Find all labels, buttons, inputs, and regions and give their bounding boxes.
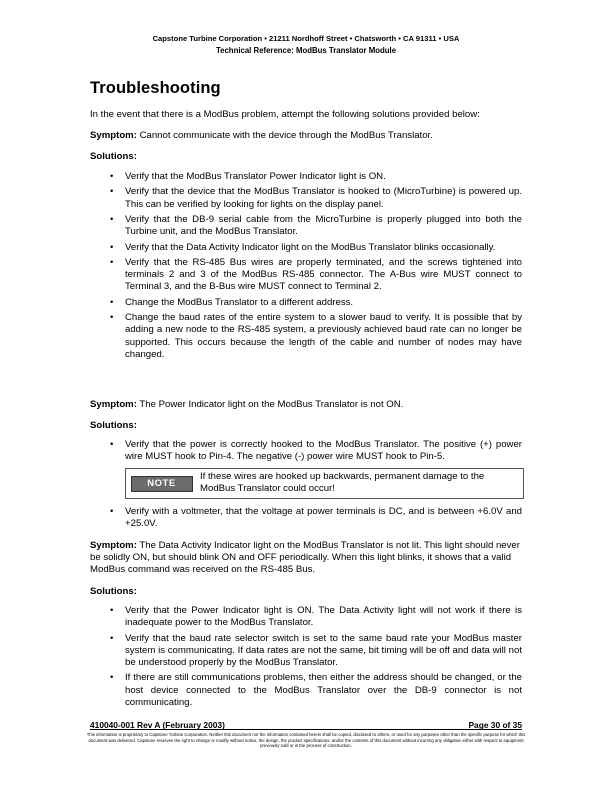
list-item: • Verify that the baud rate selector switch is set to the same baud rate your ModBus master system is communicating. If data rates are not the same, bit timing will be off and data will not be understood properly by the ModBus Translator.	[110, 632, 522, 668]
bullet-icon: •	[110, 312, 114, 324]
solutions-heading-3: Solutions:	[90, 586, 137, 597]
footer-divider	[90, 729, 522, 730]
list-item: • Change the ModBus Translator to a different address.	[110, 296, 354, 308]
symptom-1	[90, 130, 522, 142]
symptom-label: Symptom:	[90, 540, 137, 551]
solutions-heading-2: Solutions:	[90, 420, 137, 431]
header-company-line: Capstone Turbine Corporation • 21211 Nordhoff Street • Chatsworth • CA 91311 • USA	[152, 34, 460, 43]
footer-page-number: Page 30 of 35	[468, 720, 522, 730]
solutions-heading-1: Solutions:	[90, 151, 137, 162]
note-label: NOTE	[131, 476, 193, 492]
bullet-icon: •	[110, 296, 114, 308]
note-callout	[125, 468, 524, 499]
symptom-text: The Data Activity Indicator light on the ModBus Translator is not lit. This light should never be solidly ON, but should blink ON and OFF periodically. When this light blinks, it shows that a valid ModBus command was received on the RS-485 Bus.	[90, 540, 520, 576]
note-text: If these wires are hooked up backwards, permanent damage to the ModBus Translator could occur!	[200, 471, 485, 495]
bullet-icon: •	[110, 672, 114, 684]
list-item: • Change the baud rates of the entire system to a slower baud to verify. It is possible that by adding a new node to the RS-485 system, a previously achieved baud rate can no longer be supported. This occurs because the length of the cable and number of nodes may have changed.	[110, 312, 522, 360]
symptom-label: Symptom:	[90, 399, 137, 410]
list-item: • Verify that the Power Indicator light is ON. The Data Activity light will not work if there is inadequate power to the ModBus Translator.	[110, 605, 522, 629]
bullet-icon: •	[110, 632, 114, 644]
symptom-3	[90, 540, 522, 577]
list-item: • Verify that the power is correctly hooked to the ModBus Translator. The positive (+) power wire MUST hook to Pin-4. The negative (-) power wire MUST hook to Pin-5.	[110, 439, 522, 463]
solutions-list-1	[90, 171, 522, 364]
symptom-text: The Power Indicator light on the ModBus Translator is not ON.	[136, 399, 404, 410]
solutions-list-2b	[90, 506, 522, 534]
solutions-list-2	[90, 439, 522, 467]
list-item: • Verify that the Data Activity Indicator light on the ModBus Translator blinks occasionally.	[110, 241, 496, 253]
footer-doc-number: 410040-001 Rev A (February 2003)	[90, 720, 225, 730]
footer-disclaimer: This information is proprietary to Capstone Turbine Corporation. Neither this document nor the information contained herein shall be copied, disclosed to others, or used for any purposes other than the specific purpose for which this document was delivered. Capstone reserves the right to change or modify without notice, the design, the product specifications, and/or the contents of this document without incurring any obligation either with respect to equipment previously sold or in the process of construction.	[86, 732, 526, 749]
bullet-icon: •	[110, 171, 114, 182]
list-item: • Verify that the RS-485 Bus wires are properly terminated, and the screws tightened into terminals 2 and 3 of the ModBus RS-485 connector. The A-Bus wire MUST connect to Terminal 3, and the B-Bus wire MUST connect to Terminal 2.	[110, 256, 522, 293]
list-item: • Verify with a voltmeter, that the voltage at power terminals is DC, and is between +6.0V and +25.0V.	[110, 506, 522, 530]
symptom-label: Symptom:	[90, 130, 137, 141]
bullet-icon: •	[110, 506, 114, 517]
bullet-icon: •	[110, 186, 114, 198]
list-item: • Verify that the device that the ModBus Translator is hooked to (MicroTurbine) is powered up. This can be verified by looking for lights on the display panel.	[110, 186, 522, 210]
intro-paragraph: In the event that there is a ModBus problem, attempt the following solutions provided below:	[90, 109, 480, 120]
bullet-icon: •	[110, 256, 114, 268]
bullet-icon: •	[110, 439, 114, 450]
list-item: • If there are still communications problems, then either the address should be changed, or the host device connected to the ModBus Translator over the DB-9 connector is not communicating.	[110, 672, 522, 708]
page-title: Troubleshooting	[90, 79, 221, 97]
bullet-icon: •	[110, 605, 114, 616]
list-item: • Verify that the DB-9 serial cable from the MicroTurbine is properly plugged into both the Turbine unit, and the ModBus Translator.	[110, 213, 522, 238]
bullet-icon: •	[110, 213, 114, 225]
header-doc-title: Technical Reference: ModBus Translator Module	[215, 46, 397, 55]
solutions-list-3	[90, 605, 522, 712]
bullet-icon: •	[110, 241, 114, 253]
symptom-text: Cannot communicate with the device through the ModBus Translator.	[136, 130, 433, 141]
symptom-2	[90, 399, 522, 411]
list-item: • Verify that the ModBus Translator Power Indicator light is ON.	[110, 171, 386, 182]
